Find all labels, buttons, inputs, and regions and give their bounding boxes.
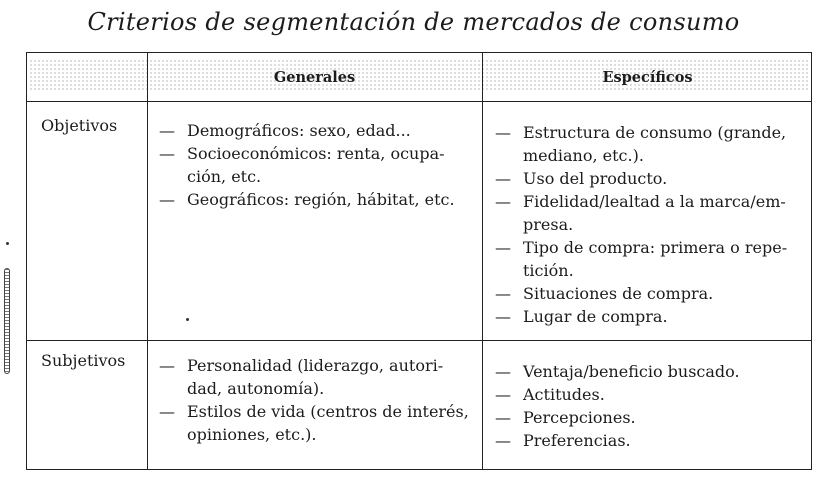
cell-subjetivos-generales (159, 354, 477, 446)
list-item: — Preferencias. (495, 429, 807, 452)
row-label-objetivos: Objetivos (41, 116, 118, 135)
list-item: — Actitudes. (495, 383, 807, 406)
list-item: — Estilos de vida (centros de interés, opiniones, etc.). (159, 400, 477, 446)
list-item: — Lugar de compra. (495, 305, 807, 328)
list-item: — Percepciones. (495, 406, 807, 429)
header-generales: Generales (273, 68, 356, 86)
row-divider (27, 340, 811, 341)
header-especificos: Específicos (602, 68, 693, 86)
header-divider (27, 101, 811, 102)
list-item: — Fidelidad/lealtad a la marca/em- presa. (495, 190, 807, 236)
column-divider (147, 53, 148, 469)
list-item: — Uso del producto. (495, 167, 807, 190)
cell-subjetivos-especificos (495, 360, 807, 452)
cell-objetivos-generales (159, 119, 477, 211)
row-label-subjetivos: Subjetivos (41, 351, 126, 370)
list-item: — Estructura de consumo (grande, mediano, etc.). (495, 121, 807, 167)
list-item: — Personalidad (liderazgo, autori- dad, autonomía). (159, 354, 477, 400)
scan-speck (6, 242, 9, 245)
list-item: — Geográficos: región, hábitat, etc. (159, 188, 477, 211)
page-title: Criterios de segmentación de mercados de consumo (87, 8, 740, 36)
binding-mark (4, 268, 10, 374)
list-item: — Ventaja/beneficio buscado. (495, 360, 807, 383)
segmentation-table (26, 52, 812, 470)
cell-objetivos-especificos (495, 121, 807, 328)
list-item: — Demográficos: sexo, edad... (159, 119, 477, 142)
list-item: — Socioeconómicos: renta, ocupa- ción, etc. (159, 142, 477, 188)
list-item: — Situaciones de compra. (495, 282, 807, 305)
list-item: — Tipo de compra: primera o repe- tición. (495, 236, 807, 282)
column-divider (482, 53, 483, 469)
